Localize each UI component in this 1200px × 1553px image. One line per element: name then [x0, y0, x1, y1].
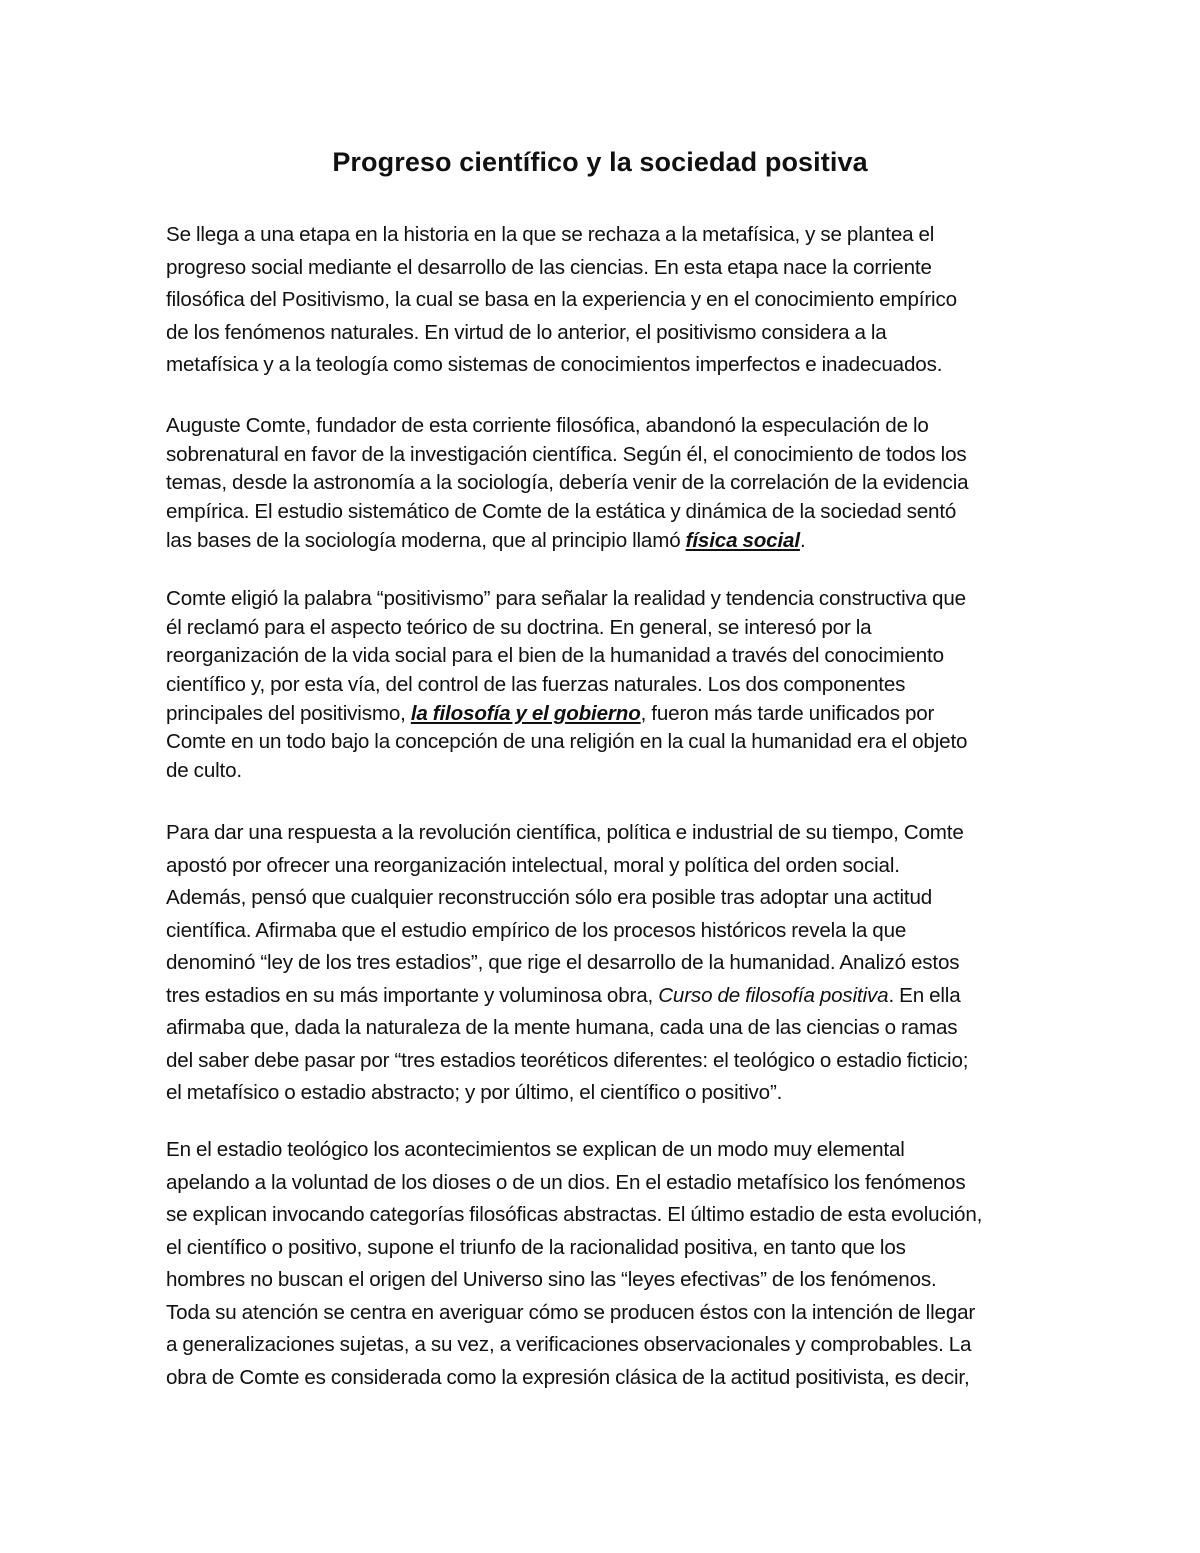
text-run: progreso social mediante el desarrollo de las ciencias. En esta etapa nace la corriente — [166, 255, 932, 279]
text-run: de los fenómenos naturales. En virtud de lo anterior, el positivismo considera a la — [166, 320, 887, 344]
text-run: sobrenatural en favor de la investigación científica. Según él, el conocimiento de todos los — [166, 442, 967, 466]
text-line — [166, 947, 1046, 980]
text-line — [166, 219, 1046, 252]
text-run: hombres no buscan el origen del Universo sino las “leyes efectivas” de los fenómenos. — [166, 1268, 937, 1291]
text-run: a generalizaciones sujetas, a su vez, a verificaciones observacionales y comprobables. La — [166, 1333, 972, 1356]
text-run: . En ella — [888, 983, 961, 1007]
text-run: apelando a la voluntad de los dioses o de un dios. En el estadio metafísico los fenómenos — [166, 1170, 966, 1194]
text-line — [166, 1362, 1046, 1395]
text-run: científica. Afirmaba que el estudio empírico de los procesos históricos revela la que — [166, 918, 907, 942]
text-run: el metafísico o estadio abstracto; y por último, el científico o positivo”. — [166, 1081, 783, 1104]
paragraph-4 — [166, 817, 1046, 1110]
text-run: el científico o positivo, supone el triunfo de la racionalidad positiva, en tanto que los — [166, 1235, 906, 1259]
paragraph-3 — [166, 585, 1046, 786]
text-run: obra de Comte es considerada como la expresión clásica de la actitud positivista, es decir, — [166, 1365, 970, 1389]
text-line — [166, 728, 1046, 757]
text-run: filosófica del Positivismo, la cual se basa en la experiencia y en el conocimiento empírico — [166, 288, 957, 311]
text-line — [166, 850, 1046, 883]
text-line — [166, 1232, 1046, 1265]
text-line — [166, 817, 1046, 850]
text-line — [166, 614, 1046, 643]
text-run: Para dar una respuesta a la revolución científica, política e industrial de su tiempo, Comte — [166, 821, 964, 844]
text-line — [166, 1167, 1046, 1200]
text-run: Además, pensó que cualquier reconstrucción sólo era posible tras adoptar una actitud — [166, 886, 933, 909]
text-line — [166, 1329, 1046, 1362]
text-run: . — [799, 528, 806, 552]
text-line — [166, 1012, 1046, 1045]
text-line — [166, 498, 1046, 527]
text-run: Comte eligió la palabra “positivismo” para señalar la realidad y tendencia constructiva que — [166, 587, 966, 610]
text-run: Se llega a una etapa en la historia en la que se rechaza a la metafísica, y se plantea el — [166, 223, 935, 246]
text-run: del saber debe pasar por “tres estadios teoréticos diferentes: el teológico o estadio ficticio; — [166, 1048, 969, 1072]
text-run: Toda su atención se centra en averiguar cómo se producen éstos con la intención de llegar — [166, 1300, 976, 1324]
text-line — [166, 1199, 1046, 1232]
text-line — [166, 757, 1046, 786]
text-run: principales del positivismo, — [166, 701, 411, 725]
paragraph-2 — [166, 412, 1046, 555]
text-line — [166, 469, 1046, 498]
paragraph-5 — [166, 1134, 1046, 1394]
emphasized-text: la filosofía y el gobierno — [410, 701, 641, 725]
text-run: afirmaba que, dada la naturaleza de la mente humana, cada una de las ciencias o ramas — [166, 1016, 958, 1039]
text-run: Comte en un todo bajo la concepción de una religión en la cual la humanidad era el objeto — [166, 730, 968, 754]
text-line — [166, 1045, 1046, 1078]
text-line — [166, 1297, 1046, 1330]
paragraph-1 — [166, 219, 1046, 382]
emphasized-text: física social — [685, 528, 800, 552]
text-run: Auguste Comte, fundador de esta corriente filosófica, abandonó la especulación de lo — [166, 414, 929, 437]
text-run: empírica. El estudio sistemático de Comte de la estática y dinámica de la sociedad sentó — [166, 500, 957, 524]
text-run: se explican invocando categorías filosóficas abstractas. El último estadio de esta evolución, — [166, 1203, 983, 1226]
text-run: científico y, por esta vía, del control de las fuerzas naturales. Los dos componentes — [166, 673, 906, 697]
text-run: temas, desde la astronomía a la sociología, debería venir de la correlación de la evidencia — [166, 471, 969, 495]
document-title: Progreso científico y la sociedad positiva — [332, 147, 868, 177]
text-line — [166, 882, 1046, 915]
text-line — [166, 980, 1046, 1013]
text-run: , fueron más tarde unificados por — [640, 701, 935, 725]
text-line — [166, 252, 1046, 285]
text-line — [166, 1264, 1046, 1297]
text-line — [166, 915, 1046, 948]
text-run: reorganización de la vida social para el bien de la humanidad a través del conocimiento — [166, 644, 944, 668]
text-line — [166, 412, 1046, 441]
text-run: En el estadio teológico los acontecimientos se explican de un modo muy elemental — [166, 1138, 905, 1161]
text-line — [166, 284, 1046, 317]
text-line — [166, 642, 1046, 671]
text-line — [166, 349, 1046, 382]
text-run: denominó “ley de los tres estadios”, que rige el desarrollo de la humanidad. Analizó estos — [166, 951, 960, 974]
text-run: las bases de la sociología moderna, que al principio llamó — [166, 528, 686, 552]
text-line — [166, 441, 1046, 470]
text-line — [166, 671, 1046, 700]
emphasized-text: Curso de filosofía positiva — [658, 983, 889, 1007]
text-line — [166, 527, 1046, 556]
text-line — [166, 585, 1046, 614]
text-run: apostó por ofrecer una reorganización intelectual, moral y política del orden social. — [166, 853, 900, 877]
text-line — [166, 700, 1046, 729]
text-line — [166, 317, 1046, 350]
text-run: metafísica y a la teología como sistemas de conocimientos imperfectos e inadecuados. — [166, 353, 943, 376]
text-run: él reclamó para el aspecto teórico de su doctrina. En general, se interesó por la — [166, 615, 872, 639]
text-run: de culto. — [166, 759, 243, 783]
text-line — [166, 1077, 1046, 1110]
text-line — [166, 1134, 1046, 1167]
text-run: tres estadios en su más importante y voluminosa obra, — [166, 983, 659, 1007]
